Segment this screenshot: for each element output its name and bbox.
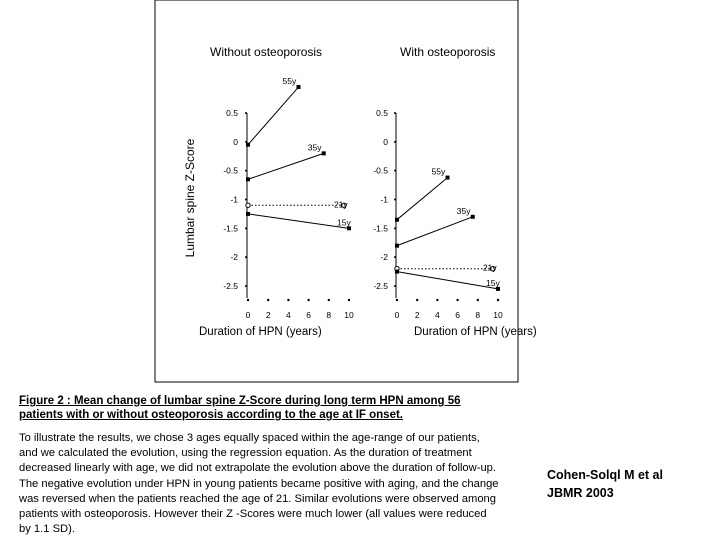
x-tick-label: 10 — [344, 310, 354, 320]
y-axis-label: Lumbar spine Z-Score — [183, 138, 197, 258]
x-tick-label: 6 — [455, 310, 460, 320]
y-tick-label: -1 — [230, 194, 238, 205]
series-start-point-15y — [395, 270, 399, 274]
series-line-35y — [397, 217, 473, 246]
y-tick-label: -1 — [380, 194, 388, 205]
series-end-point-55y — [446, 176, 450, 180]
series-label-15y: 15y — [486, 277, 500, 288]
x-tick-mark — [477, 299, 479, 301]
series-start-point-55y — [246, 143, 250, 147]
series-label-15y: 15y — [337, 217, 351, 228]
x-tick-mark — [247, 299, 249, 301]
y-tick-label: -2.5 — [373, 281, 388, 291]
series-label-21y: 21y — [333, 199, 348, 210]
y-tick-mark — [245, 199, 247, 201]
series-label-21y: 21y — [482, 262, 497, 273]
x-axis-label-right: Duration of HPN (years) — [414, 326, 537, 338]
y-tick-label: -0.5 — [223, 165, 238, 176]
panel-with-osteoporosis — [373, 108, 503, 320]
x-tick-mark — [456, 299, 458, 301]
y-tick-mark — [394, 227, 396, 229]
y-tick-label: -2 — [380, 252, 388, 263]
y-tick-label: 0 — [233, 136, 238, 147]
panel-without-osteoporosis — [223, 76, 354, 320]
x-tick-mark — [497, 299, 499, 301]
x-tick-mark — [267, 299, 269, 301]
y-tick-label: 0 — [383, 136, 388, 147]
x-tick-label: 2 — [414, 310, 420, 320]
x-tick-mark — [396, 299, 398, 301]
x-tick-label: 2 — [265, 310, 271, 320]
series-end-point-35y — [322, 151, 326, 155]
series-line-15y — [397, 272, 498, 289]
y-tick-mark — [394, 141, 396, 143]
y-tick-mark — [394, 170, 396, 172]
y-tick-mark — [245, 227, 247, 229]
y-tick-label: -2 — [230, 252, 238, 263]
y-tick-label: -2.5 — [223, 281, 238, 291]
y-tick-mark — [245, 285, 247, 287]
y-tick-label: -0.5 — [373, 165, 388, 176]
x-tick-label: 8 — [326, 310, 332, 320]
series-end-point-55y — [297, 85, 301, 89]
series-end-point-35y — [471, 215, 475, 219]
panel-title-with-osteoporosis: With osteoporosis — [400, 45, 496, 59]
series-start-point-35y — [395, 244, 399, 248]
series-start-point-35y — [246, 177, 250, 181]
y-tick-mark — [394, 256, 396, 258]
y-tick-mark — [394, 199, 396, 201]
series-start-point-15y — [246, 212, 250, 216]
y-tick-label: 0.5 — [376, 108, 388, 118]
x-tick-mark — [287, 299, 289, 301]
y-tick-label: 0.5 — [226, 108, 238, 118]
y-tick-mark — [245, 112, 247, 114]
panel-title-without-osteoporosis: Without osteoporosis — [210, 45, 323, 59]
figure-caption: Figure 2 : Mean change of lumbar spine Z-Score during long term HPN among 56 patients with or without osteoporosis according to the age at IF onset. — [19, 395, 461, 421]
series-start-point-55y — [395, 218, 399, 222]
y-tick-label: -1.5 — [373, 223, 388, 234]
y-tick-mark — [245, 170, 247, 172]
series-start-point-21y — [246, 203, 250, 207]
x-tick-label: 0 — [245, 310, 251, 320]
x-tick-mark — [307, 299, 309, 301]
x-axis-label-left: Duration of HPN (years) — [199, 326, 322, 338]
x-tick-label: 10 — [493, 310, 503, 320]
x-tick-label: 4 — [435, 310, 440, 320]
series-label-35y: 35y — [456, 205, 471, 216]
citation-journal: JBMR 2003 — [547, 486, 614, 500]
x-tick-label: 8 — [475, 310, 481, 320]
y-tick-mark — [394, 112, 396, 114]
series-line-15y — [248, 214, 349, 228]
y-tick-mark — [394, 285, 396, 287]
x-tick-mark — [328, 299, 330, 301]
x-tick-label: 6 — [306, 310, 311, 320]
y-tick-mark — [245, 141, 247, 143]
series-label-55y: 55y — [282, 76, 297, 87]
y-tick-label: -1.5 — [223, 223, 238, 234]
x-tick-mark — [436, 299, 438, 301]
body-paragraph: To illustrate the results, we chose 3 ages equally spaced within the age-range of our patients, and we calculated the evolution, using the regression equation. As the duration of treatment decreased linearly with age, we did not extrapolate the evolution above the duration of follow-up. The negative evolution under HPN in young patients became positive with aging, and the change was reversed when the patients reached the age of 21. Similar evolutions were observed among patients with osteoporosis. However their Z -Scores were much lower (all values were reduced by 1.1 SD). — [19, 432, 499, 536]
citation — [547, 466, 663, 502]
x-tick-mark — [348, 299, 350, 301]
series-line-55y — [248, 87, 299, 145]
citation-authors: Cohen-Solql M et al — [547, 468, 663, 482]
x-tick-mark — [416, 299, 418, 301]
x-tick-label: 4 — [286, 310, 291, 320]
series-line-35y — [248, 153, 324, 179]
series-label-35y: 35y — [307, 142, 322, 153]
x-tick-label: 0 — [394, 310, 400, 320]
y-tick-mark — [245, 256, 247, 258]
series-line-55y — [397, 178, 448, 220]
series-label-55y: 55y — [431, 166, 446, 177]
